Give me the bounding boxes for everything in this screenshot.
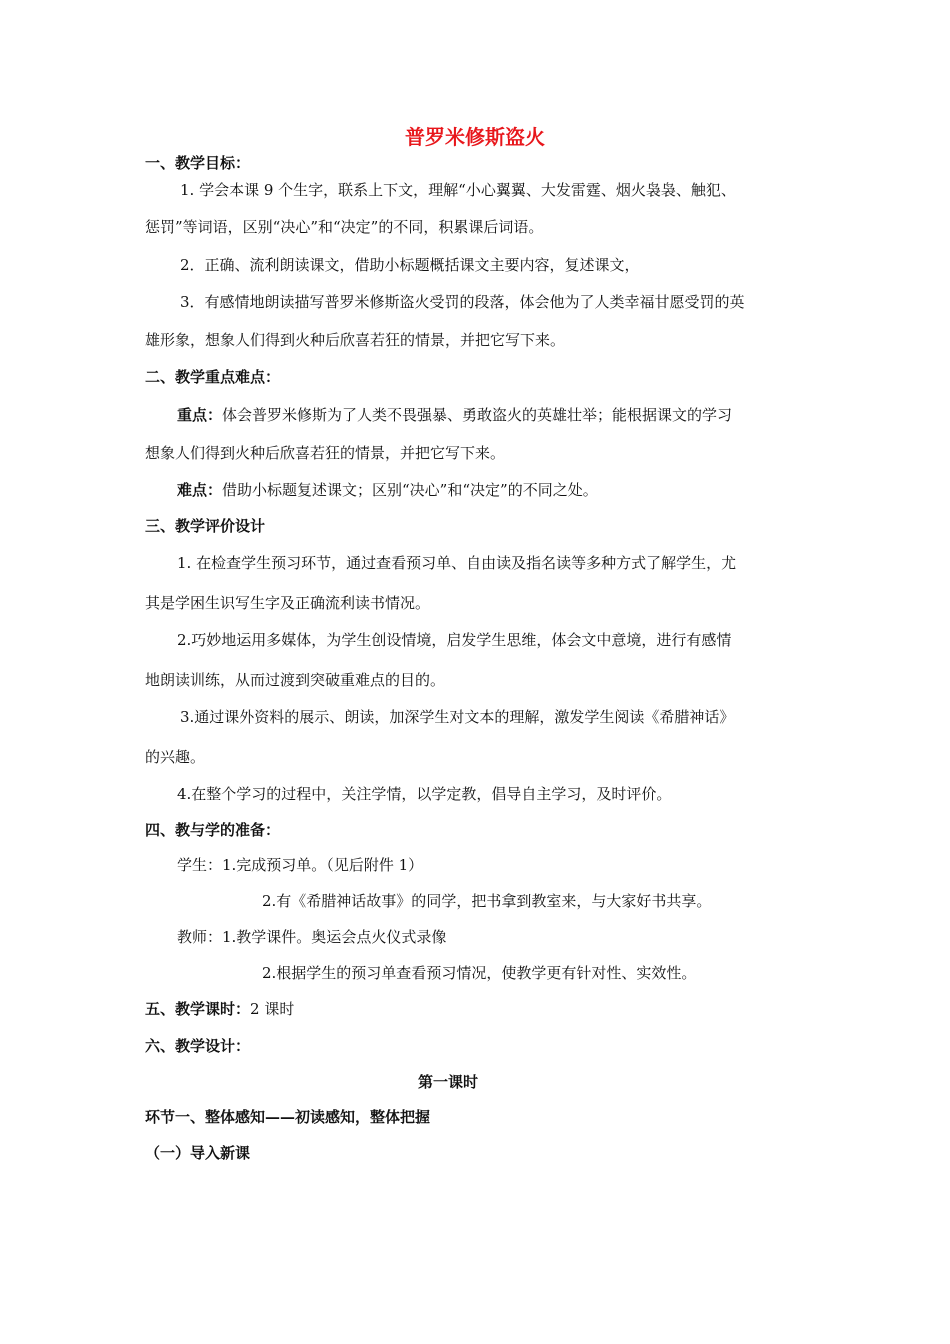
key-point-text: 体会普罗米修斯为了人类不畏强暴、勇敢盗火的英雄壮举；能根据课文的学习 (222, 406, 733, 424)
section-heading-objectives: 一、教学目标： (145, 154, 251, 172)
paragraph-line: 1. 学会本课 9 个生字，联系上下文，理解“小心翼翼、大发雷霆、烟火袅袅、触犯、 (180, 181, 736, 199)
teacher-prep-line: 教师：1.教学课件。奥运会点火仪式录像 (177, 928, 447, 946)
subsection-heading: （一）导入新课 (145, 1144, 251, 1162)
paragraph-line: 1. 在检查学生预习环节，通过查看预习单、自由读及指名读等多种方式了解学生，尤 (177, 554, 737, 572)
section-heading-key-points: 二、教学重点难点： (145, 368, 281, 386)
student-prep-line: 学生：1.完成预习单。（见后附件 1） (177, 856, 424, 874)
lesson-heading: 第一课时 (417, 1073, 478, 1091)
paragraph-line: 3.通过课外资料的展示、朗读，加深学生对文本的理解，激发学生阅读《希腊神话》 (180, 708, 735, 726)
paragraph-line: 惩罚”等词语，区别“决心”和“决定”的不同，积累课后词语。 (145, 218, 544, 236)
key-point-line (177, 405, 732, 425)
paragraph-line: 2．正确、流利朗读课文，借助小标题概括课文主要内容，复述课文， (180, 256, 640, 274)
key-point-label: 重点： (177, 406, 223, 424)
section-heading-class-hours: 五、教学课时： (145, 1000, 251, 1018)
difficulty-text: 借助小标题复述课文；区别“决心”和“决定”的不同之处。 (222, 481, 598, 499)
paragraph-line: 2.巧妙地运用多媒体，为学生创设情境，启发学生思维，体会文中意境，进行有感情 (177, 631, 732, 649)
section-heading-evaluation: 三、教学评价设计 (145, 517, 266, 535)
difficulty-line (177, 480, 598, 500)
paragraph-line: 雄形象，想象人们得到火种后欣喜若狂的情景，并把它写下来。 (145, 331, 566, 349)
paragraph-line: 的兴趣。 (145, 748, 206, 766)
paragraph-line: 想象人们得到火种后欣喜若狂的情景，并把它写下来。 (145, 444, 506, 462)
section-heading-design: 六、教学设计： (145, 1037, 251, 1055)
student-prep-line: 2.有《希腊神话故事》的同学，把书拿到教室来，与大家好书共享。 (262, 892, 712, 910)
difficulty-label: 难点： (177, 481, 223, 499)
paragraph-line: 地朗读训练，从而过渡到突破重难点的目的。 (145, 671, 446, 689)
class-hours-value: 2 课时 (250, 1000, 295, 1018)
paragraph-line: 其是学困生识写生字及正确流利读书情况。 (145, 594, 431, 612)
teacher-prep-line: 2.根据学生的预习单查看预习情况，使教学更有针对性、实效性。 (262, 964, 697, 982)
stage-heading: 环节一、整体感知——初读感知，整体把握 (145, 1108, 431, 1126)
document-title: 普罗米修斯盗火 (405, 125, 545, 149)
paragraph-line: 4.在整个学习的过程中，关注学情，以学定教，倡导自主学习，及时评价。 (177, 785, 672, 803)
class-hours-line (145, 999, 294, 1019)
paragraph-line: 3．有感情地朗读描写普罗米修斯盗火受罚的段落，体会他为了人类幸福甘愿受罚的英 (180, 293, 745, 311)
section-heading-preparation: 四、教与学的准备： (145, 821, 281, 839)
